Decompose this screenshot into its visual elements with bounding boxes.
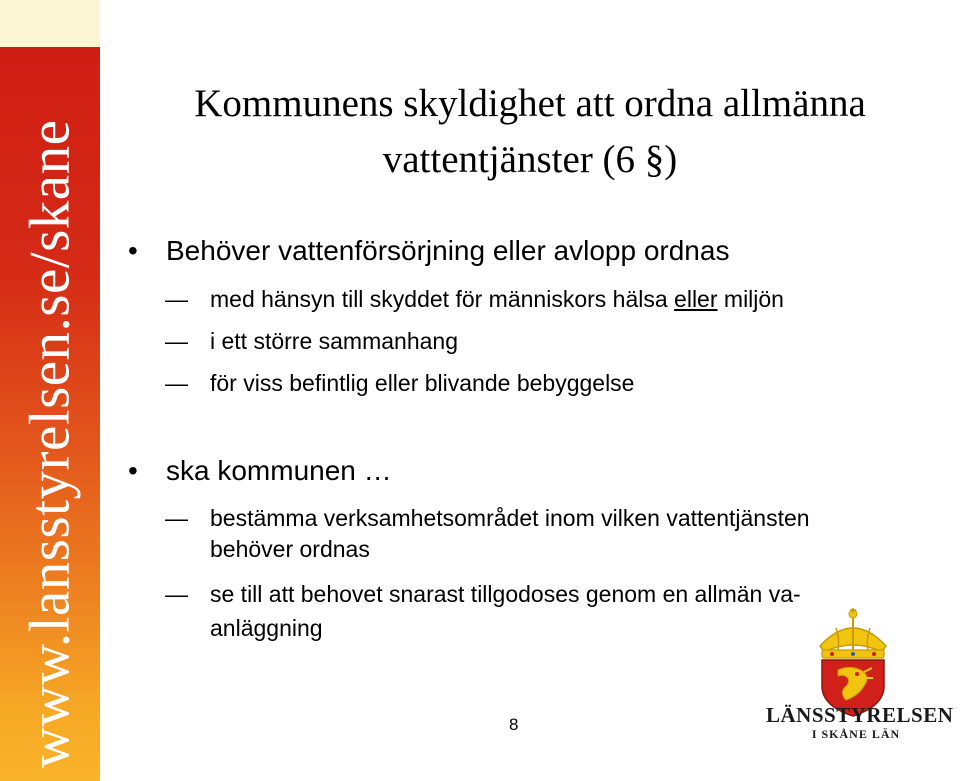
logo-subtitle: I SKÅNE LÄN [811,727,901,741]
sub-bullet-text: för viss befintlig eller blivande bebyggelse [210,370,635,396]
dash-icon: — [165,370,188,396]
sub-bullet-text: i ett större sammanhang [210,328,459,354]
sidebar-top-strip [0,0,100,47]
dash-icon: — [165,328,188,354]
bullet-item [128,455,392,487]
lansstyrelsen-crest-icon [760,608,954,778]
sub-bullet-item [165,328,459,355]
sidebar-url-text: www.lansstyrelsen.se/skane [18,119,82,769]
sub-bullet-text: bestämma verksamhetsområdet inom vilken vattentjänsten [210,505,810,531]
page-number: 8 [509,715,519,734]
title-line-2: vattentjänster (6 §) [382,138,678,181]
bullet-item [128,235,730,267]
dash-icon: — [165,286,188,312]
sub-bullet-text: se till att behovet snarast tillgodoses genom en allmän va- [210,581,801,607]
sub-bullet-text: anläggning [210,615,323,641]
logo-name: LÄNSSTYRELSEN [766,703,954,727]
dash-icon: — [165,505,188,531]
bullet-text: Behöver vattenförsörjning eller avlopp ordnas [166,235,730,266]
sub-bullet-text-part: miljön [717,286,784,312]
sub-bullet-item [165,503,810,565]
bullet-text: ska kommunen … [166,455,392,486]
underlined-word: eller [674,286,718,312]
sub-bullet-item [165,286,784,313]
sub-bullet-item [165,577,801,645]
slide-title [100,76,960,188]
bullet-dot-icon: • [128,235,138,266]
crown-icon [820,608,886,658]
sub-bullet-item [165,370,635,397]
sub-bullet-text: behöver ordnas [210,536,370,562]
sub-bullet-text-part: med hänsyn till skyddet för människors hälsa [210,286,675,312]
dash-icon: — [165,581,188,607]
title-line-1: Kommunens skyldighet att ordna allmänna [194,82,866,125]
sidebar [0,0,100,781]
bullet-dot-icon: • [128,455,138,486]
